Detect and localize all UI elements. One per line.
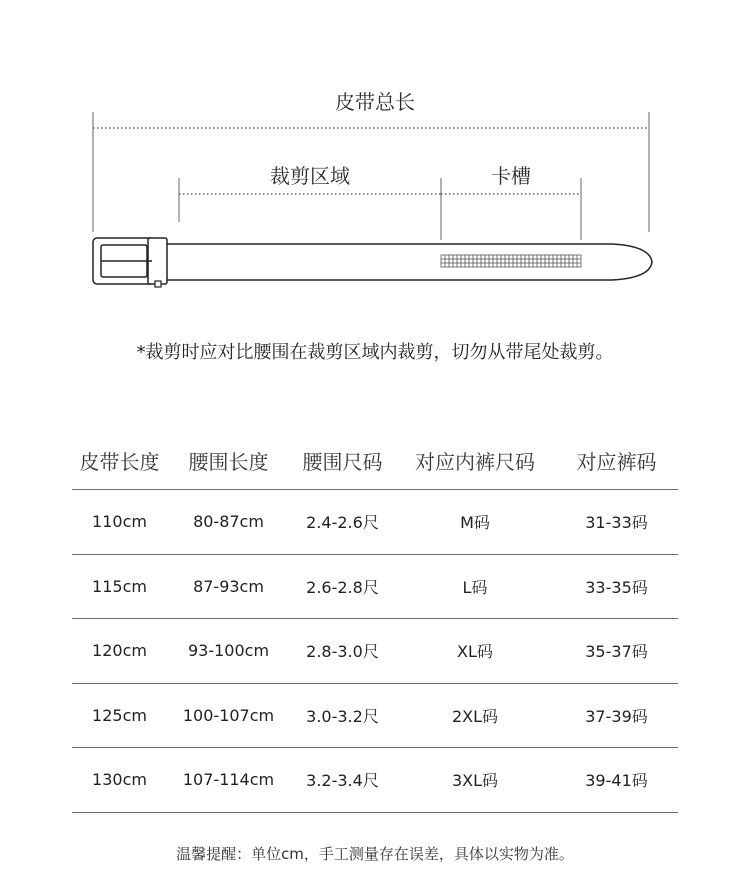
cell-underwear-size: 3XL码 [395, 748, 555, 813]
header-waist-length: 腰围长度 [167, 432, 290, 490]
cell-underwear-size: XL码 [395, 619, 555, 684]
table-header-row [72, 432, 678, 490]
cell-pants-size: 31-33码 [555, 490, 678, 555]
cell-belt-length: 110cm [72, 490, 167, 555]
total-length-dimension [93, 112, 649, 232]
cell-underwear-size: 2XL码 [395, 683, 555, 748]
cell-belt-length: 125cm [72, 683, 167, 748]
cut-area-label: 裁剪区域 [270, 164, 350, 188]
cell-pants-size: 39-41码 [555, 748, 678, 813]
slot-dimension [441, 178, 581, 240]
header-pants-size: 对应裤码 [555, 432, 678, 490]
cell-belt-length: 115cm [72, 554, 167, 619]
cell-waist-size: 2.4-2.6尺 [290, 490, 395, 555]
cell-pants-size: 33-35码 [555, 554, 678, 619]
cell-waist-size: 2.6-2.8尺 [290, 554, 395, 619]
belt-diagram [0, 0, 750, 310]
belt-strap [163, 244, 652, 280]
total-length-label: 皮带总长 [335, 90, 415, 114]
cell-belt-length: 120cm [72, 619, 167, 684]
cell-pants-size: 35-37码 [555, 619, 678, 684]
slot-label: 卡槽 [491, 164, 531, 188]
table-row [72, 490, 678, 555]
cell-waist-length: 87-93cm [167, 554, 290, 619]
cell-waist-length: 100-107cm [167, 683, 290, 748]
header-belt-length: 皮带长度 [72, 432, 167, 490]
cell-waist-length: 93-100cm [167, 619, 290, 684]
cell-waist-size: 2.8-3.0尺 [290, 619, 395, 684]
cell-underwear-size: M码 [395, 490, 555, 555]
cell-waist-size: 3.0-3.2尺 [290, 683, 395, 748]
cutting-note: *裁剪时应对比腰围在裁剪区域内裁剪，切勿从带尾处裁剪。 [136, 342, 614, 363]
table-row [72, 748, 678, 813]
cell-belt-length: 130cm [72, 748, 167, 813]
table-row [72, 619, 678, 684]
cell-underwear-size: L码 [395, 554, 555, 619]
footer-reminder: 温馨提醒：单位cm，手工测量存在误差，具体以实物为准。 [176, 845, 574, 863]
header-waist-size: 腰围尺码 [290, 432, 395, 490]
buckle [93, 238, 167, 287]
cell-waist-length: 107-114cm [167, 748, 290, 813]
cell-waist-length: 80-87cm [167, 490, 290, 555]
header-underwear-size: 对应内裤尺码 [395, 432, 555, 490]
cell-pants-size: 37-39码 [555, 683, 678, 748]
cut-area-dimension [179, 178, 441, 240]
belt-illustration [0, 0, 750, 310]
table-row [72, 554, 678, 619]
size-table [72, 432, 678, 813]
cell-waist-size: 3.2-3.4尺 [290, 748, 395, 813]
table-row [72, 683, 678, 748]
